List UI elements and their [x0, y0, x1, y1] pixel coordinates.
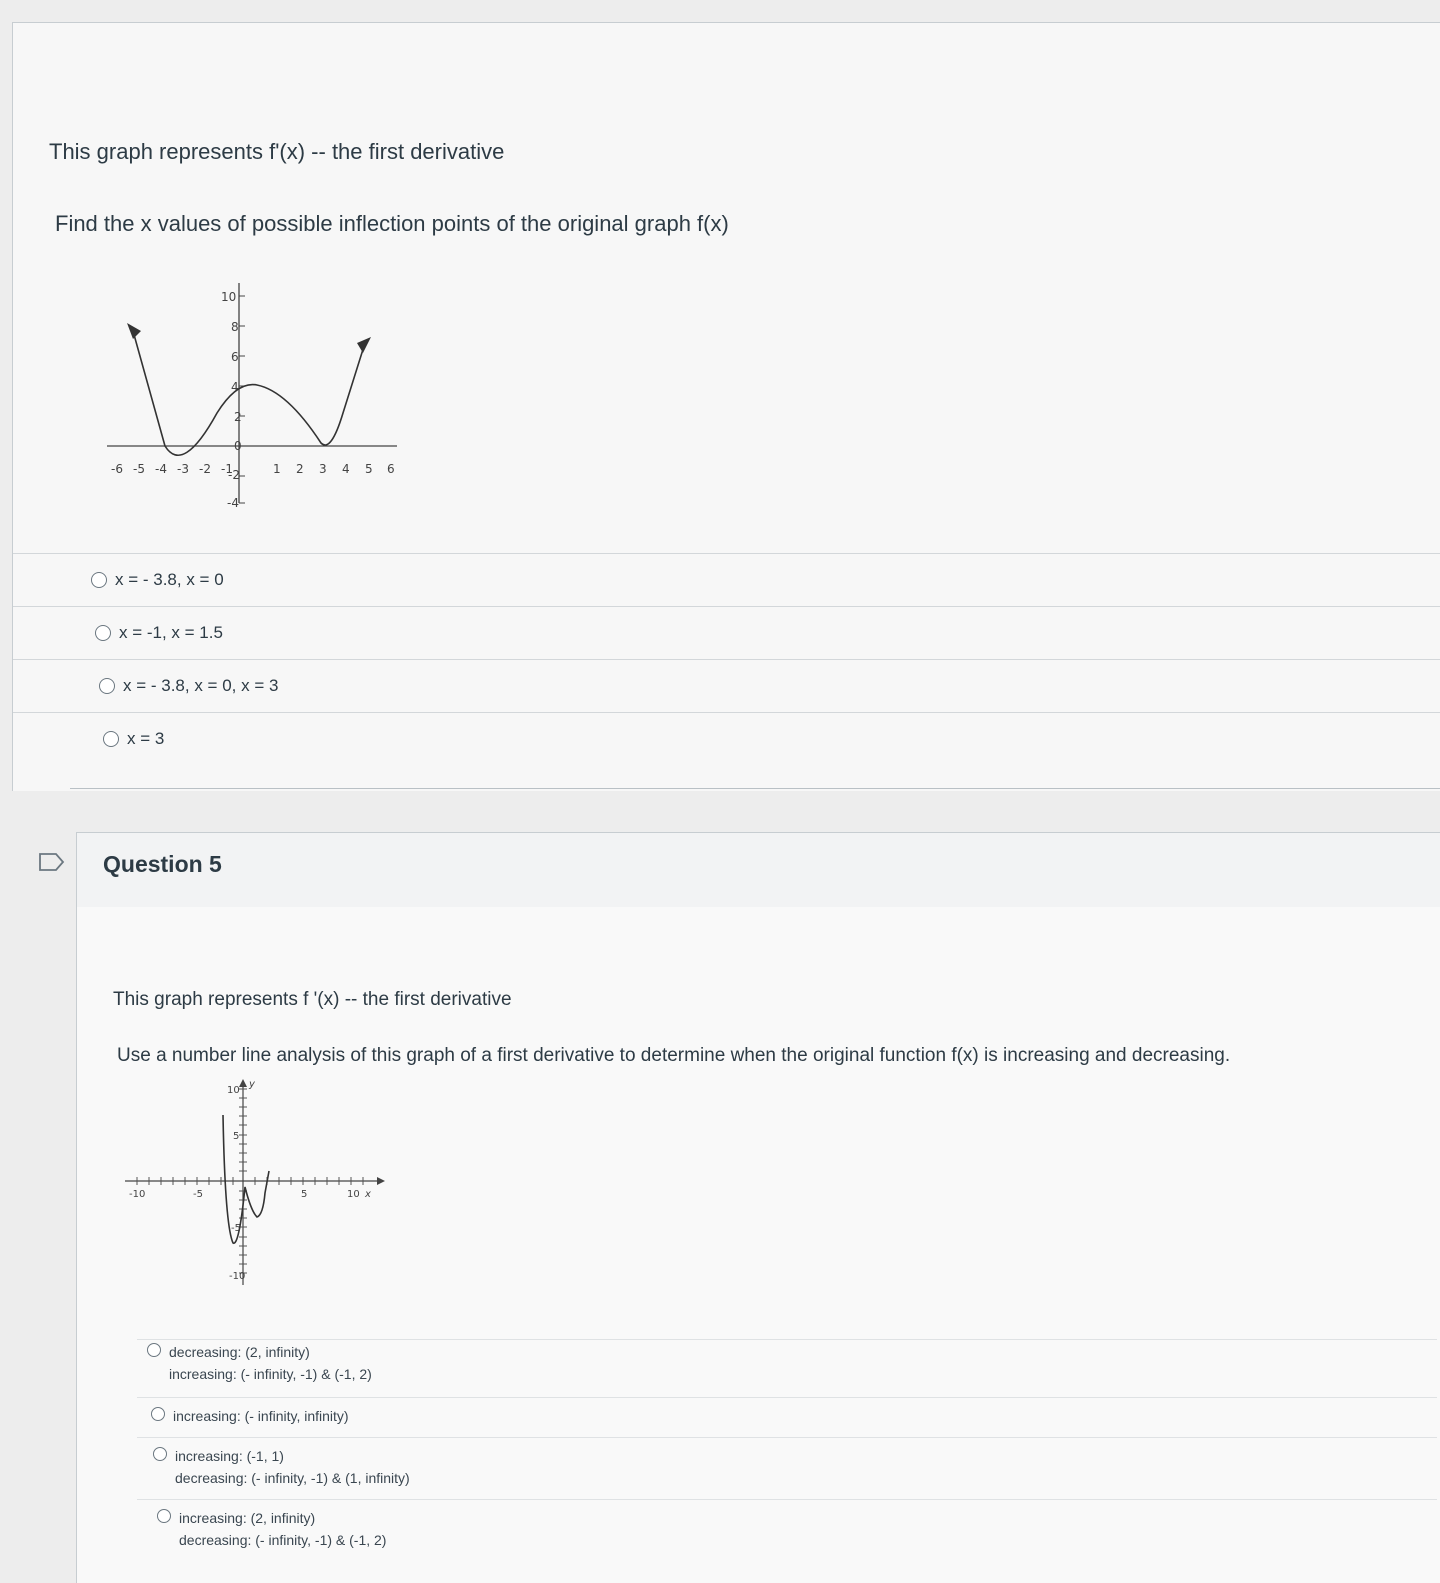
- answer-option[interactable]: [151, 1405, 349, 1427]
- answer-line-2: decreasing: (- infinity, -1) & (1, infinity): [175, 1470, 410, 1486]
- x-tick-label: 3: [319, 462, 327, 476]
- answer-option[interactable]: [153, 1445, 410, 1489]
- y-tick-label: -10: [229, 1271, 246, 1282]
- answer-option[interactable]: [147, 1341, 372, 1385]
- y-tick-label: 8: [231, 320, 239, 334]
- question-4-line-1: This graph represents f'(x) -- the first derivative: [49, 139, 505, 164]
- question-4-answers: [13, 553, 1440, 765]
- answer-line-1: increasing: (-1, 1): [175, 1448, 284, 1464]
- answer-option[interactable]: [13, 606, 1440, 659]
- derivative-curve: [133, 331, 365, 455]
- answer-label: x = - 3.8, x = 0: [115, 570, 224, 589]
- radio-button[interactable]: [95, 625, 111, 641]
- y-tick-label: 10: [221, 290, 237, 304]
- x-tick-label: 4: [342, 462, 350, 476]
- y-tick-label: -4: [227, 496, 239, 510]
- question-4-panel: [12, 22, 1440, 791]
- x-tick-label: -5: [193, 1189, 203, 1200]
- answer-line-2: increasing: (- infinity, -1) & (-1, 2): [169, 1366, 372, 1382]
- answer-label: x = 3: [127, 729, 165, 748]
- x-tick-label: 5: [301, 1189, 308, 1200]
- answer-line-1: increasing: (- infinity, infinity): [173, 1408, 349, 1424]
- answer-option[interactable]: [157, 1507, 386, 1551]
- x-tick-label: -2: [199, 462, 211, 476]
- answer-option[interactable]: [13, 712, 1440, 765]
- x-tick-label: 1: [273, 462, 281, 476]
- radio-button[interactable]: [99, 678, 115, 694]
- y-axis-label: y: [249, 1079, 255, 1090]
- y-tick-label: 2: [234, 410, 242, 424]
- question-5-line-2: Use a number line analysis of this graph of a first derivative to determine when the original function f(x) is increasing and decreasing.: [117, 1045, 1231, 1066]
- y-tick-label: 4: [231, 380, 239, 394]
- x-tick-label: -1: [221, 462, 233, 476]
- question-5-header: [76, 832, 1440, 908]
- x-tick-label: 10: [347, 1189, 360, 1200]
- radio-button[interactable]: [153, 1447, 167, 1461]
- x-tick-label: -4: [155, 462, 167, 476]
- left-arrow-head: [127, 323, 141, 339]
- y-tick-label: 0: [234, 439, 242, 453]
- x-tick-label: -3: [177, 462, 189, 476]
- answer-option[interactable]: [13, 553, 1440, 606]
- x-tick-label: -5: [133, 462, 145, 476]
- y-tick-label: -5: [231, 1223, 241, 1234]
- question-4-bottom-border: [70, 788, 1440, 789]
- answer-line-1: decreasing: (2, infinity): [169, 1344, 310, 1360]
- x-tick-label: 6: [387, 462, 395, 476]
- x-tick-label: 2: [296, 462, 304, 476]
- radio-button[interactable]: [103, 731, 119, 747]
- answer-option[interactable]: [13, 659, 1440, 712]
- x-tick-label: 5: [365, 462, 373, 476]
- question-5-line-1: This graph represents f '(x) -- the first derivative: [113, 989, 512, 1010]
- answer-line-1: increasing: (2, infinity): [179, 1510, 316, 1526]
- radio-button[interactable]: [157, 1509, 171, 1523]
- question-4-derivative-graph: [97, 263, 397, 513]
- y-tick-label: 5: [233, 1131, 240, 1142]
- x-tick-label: -6: [111, 462, 123, 476]
- y-tick-label: -2: [228, 468, 240, 482]
- radio-button[interactable]: [91, 572, 107, 588]
- right-arrow-head: [357, 337, 371, 353]
- x-axis-label: x: [365, 1189, 371, 1200]
- question-5-title: Question 5: [103, 851, 222, 877]
- question-4-line-2: Find the x values of possible inflection points of the original graph f(x): [55, 211, 729, 236]
- derivative-curve: [223, 1115, 269, 1243]
- question-5-derivative-graph: [121, 1075, 391, 1295]
- y-tick-label: 10: [227, 1085, 240, 1096]
- radio-button[interactable]: [151, 1407, 165, 1421]
- question-5-body: [76, 907, 1440, 1583]
- x-tick-label: -10: [129, 1189, 146, 1200]
- answer-label: x = -1, x = 1.5: [119, 623, 223, 642]
- answer-label: x = - 3.8, x = 0, x = 3: [123, 676, 279, 695]
- y-tick-label: 6: [231, 350, 239, 364]
- radio-button[interactable]: [147, 1343, 161, 1357]
- flag-question-icon[interactable]: [38, 852, 66, 872]
- answer-line-2: decreasing: (- infinity, -1) & (-1, 2): [179, 1532, 387, 1548]
